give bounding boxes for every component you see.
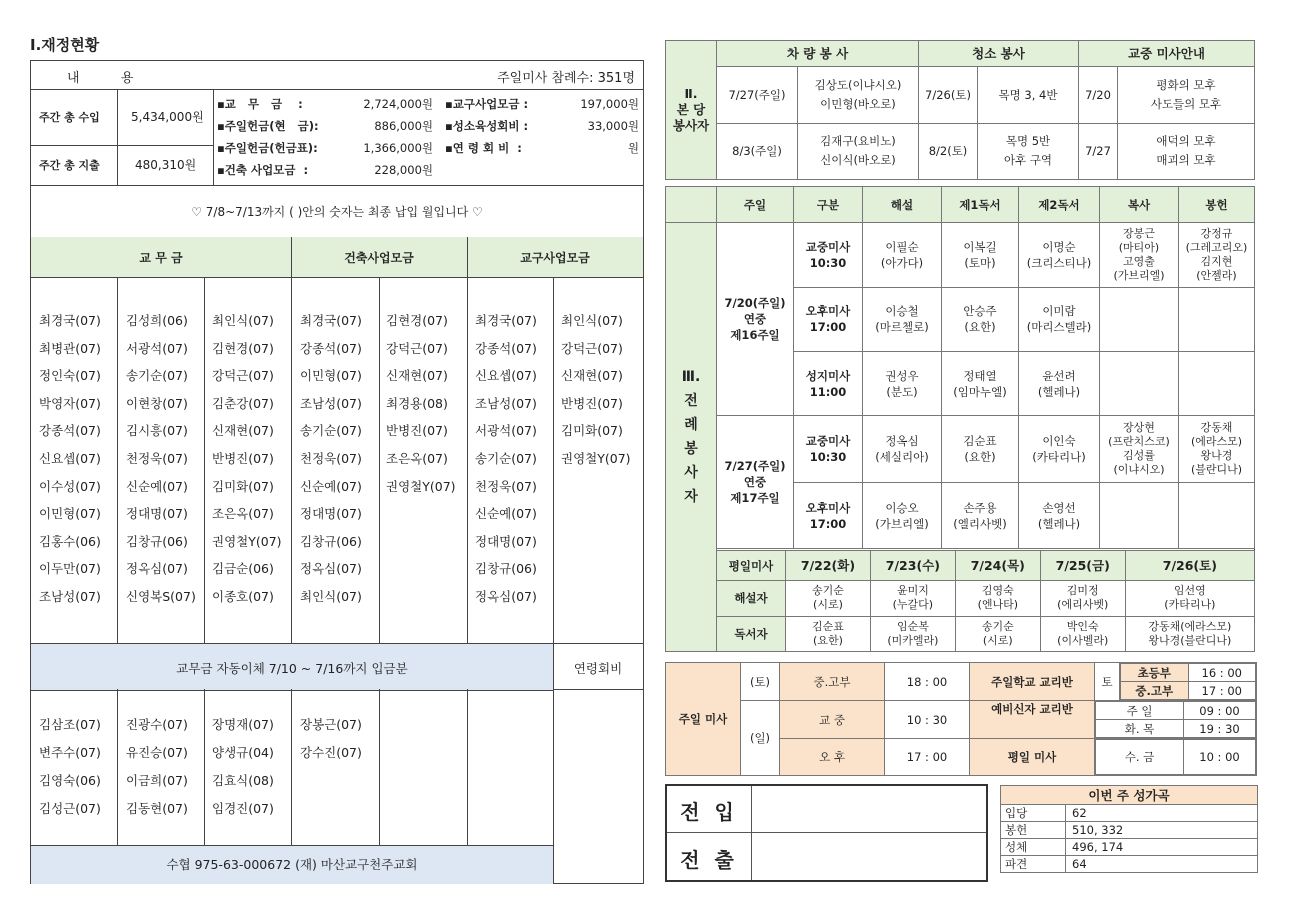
member-name: 송기순(07) [126,368,188,384]
member-name: 이종호(07) [212,588,274,604]
member-name: 반병진(07) [212,450,274,466]
member-name: 권영철Y(07) [386,478,456,494]
member-name: 김창규(06) [300,533,362,549]
car-names: 김상도(이냐시오) 이민형(바오로) [798,67,919,124]
weekday-mass-table [716,550,1255,652]
mass-schedule-table [665,662,1257,776]
guide-date: 7/20 [1079,67,1118,124]
content-label: 내 용 [67,71,134,86]
finance-item-label: ▪교 무 금 : [217,97,303,111]
member-name: 최인식(07) [212,313,274,328]
car-service-header: 차 량 봉 사 [717,41,919,67]
member-name: 이금희(07) [126,773,188,788]
member-name: 김현경(07) [386,313,448,328]
reader-2: 윤선려 (헬레나) [1019,352,1100,416]
header-gyomugeum: 교 무 금 [139,251,183,265]
finance-header-row [31,61,643,90]
weekday-day-1: 화. 목 [1096,720,1184,738]
clean-area: 목명 3, 4반 [978,67,1079,124]
member-name: 김동현(07) [126,801,188,816]
weekday-reader: 김순표 (요한) [786,616,871,652]
reader-2: 손영선 (헬레나) [1019,482,1100,548]
commentator: 이필순 (아가다) [863,223,942,287]
member-name: 이수성(07) [39,478,101,494]
member-name: 권영철Y(07) [212,533,282,549]
mass-time: 18 : 00 [885,663,970,701]
member-name: 정옥심(07) [300,561,362,577]
member-name: 반병진(07) [561,395,623,411]
col-altar: 복사 [1100,187,1179,223]
member-name: 조남성(07) [475,395,537,411]
weekday-reader: 강동채(에라스모) 왕나경(블란디나) [1125,616,1254,652]
reader-2: 이미람 (마리스텔라) [1019,287,1100,351]
weekday-reader: 임순복 (미카엘라) [870,616,955,652]
weekday-date: 7/23(수) [870,551,955,581]
member-name: 신순예(07) [475,506,537,522]
col-reading2: 제2독서 [1019,187,1100,223]
header-building: 건축사업모금 [344,251,414,265]
weekday-label: 평일미사 [717,551,786,581]
hymn-number: 64 [1066,856,1258,873]
mass-kind: 교중미사 10:30 [794,416,863,482]
member-name: 정대명(07) [300,506,362,522]
member-name: 김효식(08) [212,773,274,788]
member-name: 장명재(07) [212,717,274,732]
member-name: 신순예(07) [300,478,362,494]
member-name: 김미화(07) [561,423,623,439]
hymn-title: 이번 주 성가곡 [1001,786,1258,805]
member-name: 이현창(07) [126,395,188,411]
member-name: 정대명(07) [475,533,537,549]
altar-server: 장상현 (프란치스코) 김성률 (이냐시오) [1100,416,1179,482]
mass-guide-header: 교중 미사안내 [1079,41,1255,67]
member-name: 반병진(07) [386,423,448,439]
sunday-date: 7/27(주일) 연중 제17주일 [717,416,794,549]
member-name: 강덕근(07) [561,340,623,356]
altar-server [1100,482,1179,548]
finance-panel [30,60,644,884]
member-name: 정옥심(07) [475,588,537,604]
member-name: 최인식(07) [561,313,623,328]
member-name: 변주수(07) [39,745,101,760]
finance-item [217,93,433,115]
catechumen-time: 09 : 00 [1184,702,1256,720]
finance-item-label: ▪성소육성회비 : [445,119,529,133]
col-offering: 봉헌 [1179,187,1255,223]
member-name: 최인식(07) [300,588,362,604]
member-name: 강종석(07) [475,340,537,356]
finance-item-value: 228,000원 [374,163,433,177]
member-name: 진광수(07) [126,717,188,732]
hymn-number: 62 [1066,805,1258,822]
member-name: 조남성(07) [300,395,362,411]
member-name: 신영복S(07) [126,588,196,604]
member-name: 신재현(07) [561,368,623,384]
mass-kind: 교 중 [780,701,885,739]
sunday-mass-label: 주일 미사 [666,663,741,776]
clean-date: 7/26(토) [919,67,978,124]
member-name: 최병관(07) [39,340,101,356]
member-name: 신재현(07) [212,423,274,439]
finance-item [445,137,639,159]
member-name: 권영철Y(07) [561,450,631,466]
bank-account: 수협 975-63-000672 (재) 마산교구천주교회 [166,857,418,872]
member-name: 김성근(07) [39,801,101,816]
car-names: 김재구(요비노) 신이식(바오로) [798,123,919,180]
member-name: 서광석(07) [475,423,537,439]
school-label: 주일학교 교리반 [970,663,1095,701]
weekday-reader: 송기순 (시로) [955,616,1040,652]
offering: 강동채 (에라스모) 왕나경 (블란디나) [1179,416,1255,482]
car-date: 7/27(주일) [717,67,798,124]
weekday-commentator: 윤미지 (누갈다) [870,581,955,617]
member-name: 유진승(07) [126,745,188,760]
member-name: 조은옥(07) [386,450,448,466]
finance-item-value: 2,724,000원 [363,97,433,111]
member-name: 이민형(07) [39,506,101,522]
finance-item-value: 원 [627,141,639,155]
transfer-box [665,784,988,882]
guide-group: 애덕의 모후 매괴의 모후 [1118,123,1255,180]
member-name: 강수진(07) [300,745,362,760]
hymn-part: 봉헌 [1001,822,1066,839]
offering [1179,287,1255,351]
reader-1: 정태열 (임마누엘) [942,352,1019,416]
hymn-part: 파견 [1001,856,1066,873]
elementary-time: 16 : 00 [1188,664,1256,682]
member-name: 김미화(07) [212,478,274,494]
weekday-reader: 박인숙 (이사벨라) [1040,616,1125,652]
offering [1179,482,1255,548]
weekday-commentator: 송기순 (시로) [786,581,871,617]
guide-group: 평화의 모후 사도들의 모후 [1118,67,1255,124]
member-name: 천정욱(07) [475,478,537,494]
transfer-out-label: 전 출 [680,848,738,872]
yeonryeong-header: 연령회비 [573,661,623,676]
finance-item [445,115,639,137]
hymn-number: 496, 174 [1066,839,1258,856]
altar-server [1100,287,1179,351]
finance-item-value: 1,366,000원 [363,141,433,155]
elementary-label: 초등부 [1121,664,1189,682]
member-name: 천정욱(07) [126,450,188,466]
finance-item-label: ▪교구사업모금 : [445,97,529,111]
mass-kind: 성지미사 11:00 [794,352,863,416]
col-kind: 구분 [794,187,863,223]
sunday-label: (일) [741,701,780,776]
member-name: 조은옥(07) [212,506,274,522]
member-name: 강종석(07) [300,340,362,356]
member-name: 신순예(07) [126,478,188,494]
member-name: 신재현(07) [386,368,448,384]
member-name: 송기순(07) [475,450,537,466]
car-date: 8/3(주일) [717,123,798,180]
member-name: 김창규(06) [126,533,188,549]
reader-1: 안승주 (요한) [942,287,1019,351]
parish-service-table [665,40,1255,180]
weekday-commentator: 김미정 (에리사벳) [1040,581,1125,617]
member-name: 강덕근(07) [212,368,274,384]
member-name: 정대명(07) [126,506,188,522]
middle-high-time: 17 : 00 [1188,682,1256,700]
mass-kind: 중.고부 [780,663,885,701]
income-value: 5,434,000원 [131,110,204,124]
member-name: 김홍수(06) [39,533,101,549]
expense-value: 480,310원 [135,158,197,172]
hymn-table [1000,785,1258,873]
member-name: 강종석(07) [39,423,101,439]
weekday-commentator: 임선영 (카타리나) [1125,581,1254,617]
member-name: 김성희(06) [126,313,188,328]
hymn-part: 성체 [1001,839,1066,856]
weekday-date: 7/25(금) [1040,551,1125,581]
member-name: 김현경(07) [212,340,274,356]
weekday-time-2: 10 : 00 [1184,740,1256,775]
mass-kind: 오 후 [780,739,885,776]
col-sunday: 주일 [717,187,794,223]
income-label: 주간 총 수입 [39,111,100,124]
mass-kind: 오후미사 17:00 [794,287,863,351]
member-name: 김창규(06) [475,561,537,577]
member-name: 신요셉(07) [39,450,101,466]
member-name: 박영자(07) [39,395,101,411]
member-name: 장봉근(07) [300,717,362,732]
reader-1: 손주용 (엘리사벳) [942,482,1019,548]
member-name: 양생규(04) [212,745,274,760]
reader-2: 이인숙 (카타리나) [1019,416,1100,482]
mass-kind: 오후미사 17:00 [794,482,863,548]
member-name: 송기순(07) [300,423,362,439]
expense-label: 주간 총 지출 [39,159,100,172]
finance-item-value: 197,000원 [580,97,639,111]
attendance: 주일미사 참례수: 351명 [497,71,635,86]
mass-time: 10 : 30 [885,701,970,739]
finance-item-label: ▪건축 사업모금 : [217,163,309,177]
auto-transfer-header: 교무금 자동이체 7/10 ~ 7/16까지 입금분 [176,661,408,676]
weekday-date: 7/22(화) [786,551,871,581]
member-name: 조남성(07) [39,588,101,604]
finance-item [217,159,433,181]
cleaning-header: 청소 봉사 [919,41,1079,67]
commentator: 정옥심 (세실리아) [863,416,942,482]
offering [1179,352,1255,416]
mass-kind: 교중미사 10:30 [794,223,863,287]
clean-date: 8/2(토) [919,123,978,180]
member-name: 천정욱(07) [300,450,362,466]
weekday-day-2: 수. 금 [1096,740,1184,775]
member-name: 강덕근(07) [386,340,448,356]
finance-item [445,93,639,115]
catechumen-day: 주 일 [1096,702,1184,720]
weekday-time-1: 19 : 30 [1184,720,1256,738]
member-name: 이민형(07) [300,368,362,384]
altar-server [1100,352,1179,416]
header-diocese: 교구사업모금 [520,251,590,265]
notice: ♡ 7/8~7/13까지 ( )안의 숫자는 최종 납입 월입니다 ♡ [31,185,643,238]
member-name: 신요셉(07) [475,368,537,384]
commentator: 권성우 (분도) [863,352,942,416]
member-name: 최경국(07) [300,313,362,328]
finance-item-value: 33,000원 [587,119,639,133]
member-name: 서광석(07) [126,340,188,356]
reader-1: 김순표 (요한) [942,416,1019,482]
weekday-commentator: 김영숙 (엔나타) [955,581,1040,617]
altar-server: 장봉근 (마티아) 고영출 (가브리엘) [1100,223,1179,287]
hymn-number: 510, 332 [1066,822,1258,839]
member-name: 김금순(06) [212,561,274,577]
weekday-mass-label: 평일 미사 [970,739,1095,776]
mass-time: 17 : 00 [885,739,970,776]
transfer-in-label: 전 입 [680,800,738,824]
guide-date: 7/27 [1079,123,1118,180]
member-name: 정옥심(07) [126,561,188,577]
reader-label: 독서자 [717,616,786,652]
commentator: 이승철 (마르첼로) [863,287,942,351]
col-commentary: 해설 [863,187,942,223]
finance-item-label: ▪연 령 회 비 : [445,141,522,155]
reader-1: 이복길 (토마) [942,223,1019,287]
member-name: 임경진(07) [212,801,274,816]
reader-2: 이명순 (크리스티나) [1019,223,1100,287]
member-name: 김시흥(07) [126,423,188,439]
member-name: 김영숙(06) [39,773,101,788]
hymn-part: 입당 [1001,805,1066,822]
weekday-date: 7/24(목) [955,551,1040,581]
saturday-short: 토 [1095,663,1120,701]
finance-item [217,137,433,159]
saturday-label: (토) [741,663,780,701]
weekday-date: 7/26(토) [1125,551,1254,581]
member-name: 김삼조(07) [39,717,101,732]
commentator: 이승오 (가브리엘) [863,482,942,548]
member-name: 최경국(07) [475,313,537,328]
service-section-label: Ⅱ. 본 당 봉사자 [666,41,717,180]
finance-item-label: ▪주일헌금(현 금): [217,119,319,133]
finance-summary [31,89,643,186]
col-reading1: 제1독서 [942,187,1019,223]
offering: 강정규 (그레고리오) 김지현 (안젤라) [1179,223,1255,287]
member-name: 김춘강(07) [212,395,274,411]
commentator-label: 해설자 [717,581,786,617]
catechumen-label: 예비신자 교리반 [970,701,1095,739]
sunday-date: 7/20(주일) 연중 제16주일 [717,223,794,416]
finance-item-value: 886,000원 [374,119,433,133]
middle-high-label: 중.고부 [1121,682,1189,700]
clean-area: 목명 5반 아후 구역 [978,123,1079,180]
liturgy-section-label: Ⅲ. 전 례 봉 사 자 [666,223,717,652]
member-name: 최경용(08) [386,395,448,411]
member-name: 최경국(07) [39,313,101,328]
page-title: Ⅰ.재정현황 [30,36,100,54]
finance-item [217,115,433,137]
member-name: 정인숙(07) [39,368,101,384]
finance-item-label: ▪주일헌금(헌금표): [217,141,318,155]
member-name: 이두만(07) [39,561,101,577]
